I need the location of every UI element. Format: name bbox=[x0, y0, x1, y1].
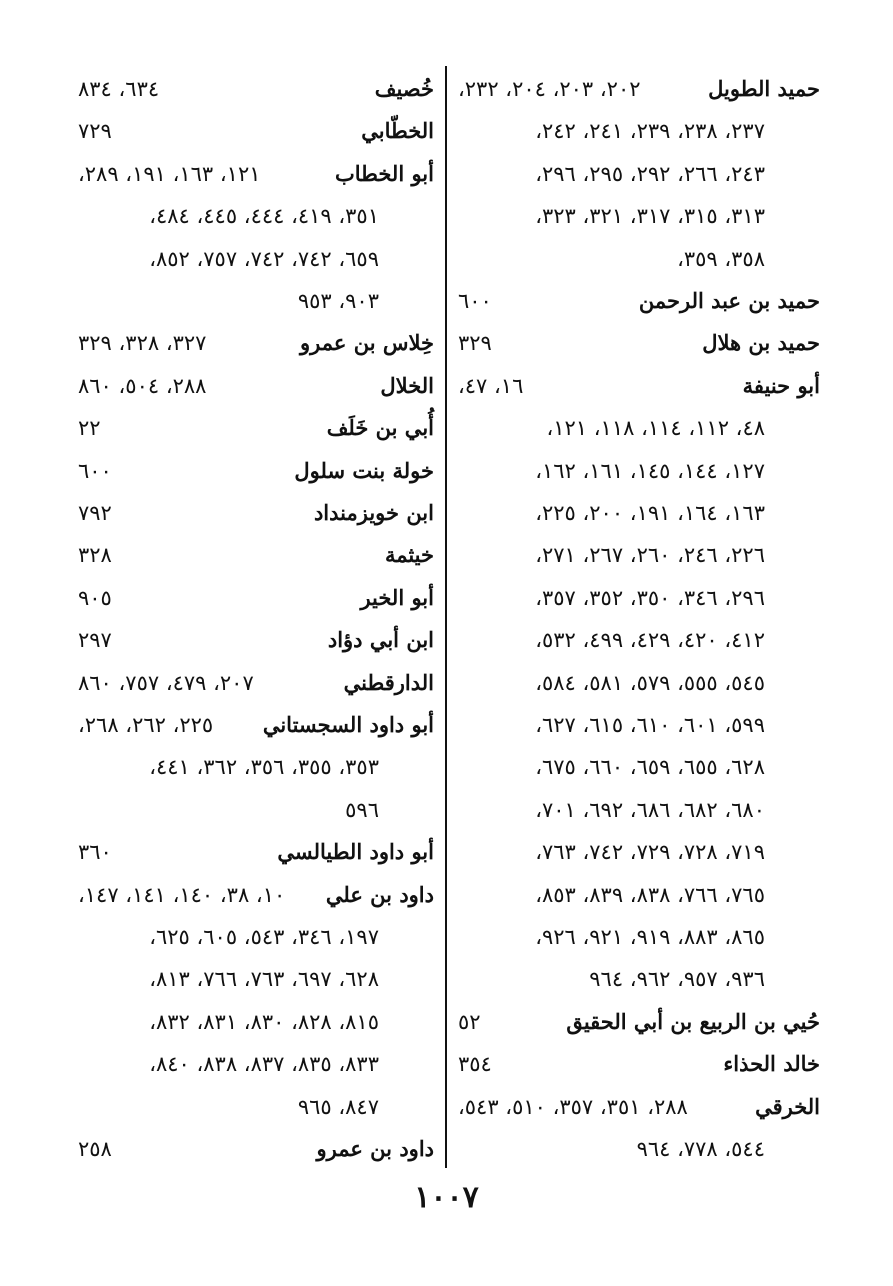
entry-name: خالد الحذاء bbox=[723, 1051, 820, 1077]
index-entry bbox=[458, 68, 820, 110]
entry-pages: ٩٠٣، ٩٥٣ bbox=[297, 289, 379, 313]
entry-pages: ٣٥٨، ٣٥٩، bbox=[677, 246, 765, 271]
index-entry bbox=[78, 365, 434, 407]
index-entry bbox=[78, 704, 434, 746]
entry-name: خُصيف bbox=[374, 76, 434, 101]
entry-name: الدارقطني bbox=[343, 669, 434, 695]
index-entry bbox=[458, 874, 820, 916]
entry-pages: ٥٩٦ bbox=[345, 797, 379, 822]
index-entry bbox=[458, 1043, 820, 1085]
index-entry bbox=[78, 450, 434, 492]
entry-pages: ٣٢٩ bbox=[458, 331, 492, 356]
entry-name: الخرقي bbox=[755, 1093, 820, 1119]
entry-name: أبو حنيفة bbox=[742, 372, 820, 398]
entry-pages: ٦٨٠، ٦٨٢، ٦٨٦، ٦٩٢، ٧٠١، bbox=[535, 797, 765, 822]
entry-pages: ٢٢٥، ٢٦٢، ٢٦٨، bbox=[78, 713, 214, 737]
entry-pages: ٣٥٣، ٣٥٥، ٣٥٦، ٣٦٢، ٤٤١، bbox=[149, 755, 379, 780]
index-entry bbox=[458, 619, 820, 661]
index-entry bbox=[78, 1128, 434, 1170]
index-entry bbox=[458, 407, 820, 449]
entry-pages: ٨٤٧، ٩٦٥ bbox=[297, 1094, 379, 1119]
entry-pages: ٢٥٨ bbox=[78, 1137, 112, 1161]
index-entry bbox=[78, 619, 434, 661]
entry-pages: ٥٤٤، ٧٧٨، ٩٦٤ bbox=[636, 1137, 765, 1161]
index-entry bbox=[458, 492, 820, 534]
entry-name: الخطّابي bbox=[361, 118, 434, 144]
index-entry bbox=[458, 153, 820, 195]
entry-name: حميد بن عبد الرحمن bbox=[638, 288, 820, 313]
entry-pages: ٢٩٧ bbox=[78, 628, 112, 653]
index-entry bbox=[78, 195, 434, 237]
entry-name: حميد الطويل bbox=[708, 76, 820, 101]
index-entry bbox=[458, 1001, 820, 1043]
index-entry bbox=[78, 958, 434, 1000]
entry-pages: ٣٥١، ٤١٩، ٤٤٤، ٤٤٥، ٤٨٤، bbox=[149, 204, 379, 229]
index-entry bbox=[78, 280, 434, 322]
entry-pages: ١٦، ٤٧، bbox=[458, 373, 524, 398]
index-entry bbox=[458, 704, 820, 746]
index-entry bbox=[78, 68, 434, 110]
index-entry bbox=[458, 789, 820, 831]
entry-pages: ٧٢٩ bbox=[78, 119, 112, 144]
entry-pages: ١٢١، ١٦٣، ١٩١، ٢٨٩، bbox=[78, 161, 261, 186]
entry-pages: ٣٦٠ bbox=[78, 840, 112, 865]
entry-pages: ١٩٧، ٣٤٦، ٥٤٣، ٦٠٥، ٦٢٥، bbox=[149, 925, 379, 949]
index-entry bbox=[78, 1043, 434, 1085]
index-entry bbox=[458, 238, 820, 280]
entry-pages: ٦٢٨، ٦٥٥، ٦٥٩، ٦٦٠، ٦٧٥، bbox=[535, 755, 765, 780]
entry-name: أبو الخطاب bbox=[334, 160, 434, 186]
entry-pages: ١٢٧، ١٤٤، ١٤٥، ١٦١، ١٦٢، bbox=[535, 458, 765, 483]
entry-name: أُبي بن خَلَف bbox=[326, 415, 434, 441]
index-entry bbox=[78, 916, 434, 958]
index-entry bbox=[458, 450, 820, 492]
entry-pages: ٦٠٠ bbox=[458, 289, 492, 313]
entry-pages: ٦٣٤، ٨٣٤ bbox=[78, 77, 160, 101]
index-entry bbox=[458, 831, 820, 873]
index-entry bbox=[458, 577, 820, 619]
entry-pages: ١٠، ٣٨، ١٤٠، ١٤١، ١٤٧، bbox=[78, 882, 286, 907]
entry-pages: ٣٢٧، ٣٢٨، ٣٢٩ bbox=[78, 331, 207, 356]
entry-pages: ٥٢ bbox=[458, 1009, 481, 1034]
entry-pages: ٢٣٧، ٢٣٨، ٢٣٩، ٢٤١، ٢٤٢، bbox=[535, 119, 765, 144]
entry-pages: ٩٠٥ bbox=[78, 585, 112, 610]
entry-pages: ٢٩٦، ٣٤٦، ٣٥٠، ٣٥٢، ٣٥٧، bbox=[535, 585, 765, 610]
index-entry bbox=[78, 238, 434, 280]
index-entry bbox=[458, 365, 820, 407]
entry-pages: ٣٢٨ bbox=[78, 543, 112, 568]
entry-pages: ٢٢ bbox=[78, 416, 101, 441]
entry-name: خِلاس بن عمرو bbox=[300, 330, 434, 356]
index-entry bbox=[458, 195, 820, 237]
entry-pages: ١٦٣، ١٦٤، ١٩١، ٢٠٠، ٢٢٥، bbox=[535, 501, 765, 525]
entry-pages: ٧١٩، ٧٢٨، ٧٢٩، ٧٤٢، ٧٦٣، bbox=[535, 840, 765, 865]
index-entry bbox=[78, 1001, 434, 1043]
entry-pages: ٤١٢، ٤٢٠، ٤٢٩، ٤٩٩، ٥٣٢، bbox=[535, 628, 765, 653]
entry-pages: ٨٣٣، ٨٣٥، ٨٣٧، ٨٣٨، ٨٤٠، bbox=[149, 1052, 379, 1077]
entry-pages: ٧٦٥، ٧٦٦، ٨٣٨، ٨٣٩، ٨٥٣، bbox=[535, 882, 765, 907]
index-entry bbox=[458, 534, 820, 576]
index-entry bbox=[458, 110, 820, 152]
index-entry bbox=[78, 662, 434, 704]
column-divider bbox=[445, 66, 447, 1168]
index-entry bbox=[78, 153, 434, 195]
entry-pages: ٢٨٨، ٥٠٤، ٨٦٠ bbox=[78, 373, 207, 398]
entry-pages: ٣٥٤ bbox=[458, 1052, 492, 1077]
index-entry bbox=[78, 789, 434, 831]
index-entry bbox=[78, 1086, 434, 1128]
index-entry bbox=[78, 874, 434, 916]
index-entry bbox=[78, 110, 434, 152]
entry-pages: ٢٠٢، ٢٠٣، ٢٠٤، ٢٣٢، bbox=[458, 77, 641, 101]
entry-pages: ٦٠٠ bbox=[78, 458, 112, 483]
entry-name: أبو داود الطيالسي bbox=[277, 839, 434, 865]
index-entry bbox=[78, 577, 434, 619]
index-entry bbox=[458, 322, 820, 364]
entry-name: ابن خويزمنداد bbox=[313, 500, 434, 525]
entry-name: أبو داود السجستاني bbox=[262, 712, 434, 737]
entry-name: خيثمة bbox=[384, 542, 434, 568]
entry-pages: ٤٨، ١١٢، ١١٤، ١١٨، ١٢١، bbox=[546, 416, 765, 441]
index-entry bbox=[78, 407, 434, 449]
entry-pages: ٨٦٥، ٨٨٣، ٩١٩، ٩٢١، ٩٢٦، bbox=[535, 925, 765, 949]
entry-name: حميد بن هلال bbox=[702, 330, 820, 356]
page-number: ١٠٠٧ bbox=[414, 1180, 479, 1215]
entry-pages: ٢٢٦، ٢٤٦، ٢٦٠، ٢٦٧، ٢٧١، bbox=[535, 543, 765, 568]
entry-pages: ٣١٣، ٣١٥، ٣١٧، ٣٢١، ٣٢٣، bbox=[535, 204, 765, 229]
index-entry bbox=[458, 746, 820, 788]
index-entry bbox=[458, 1128, 820, 1170]
index-entry bbox=[78, 831, 434, 873]
entry-pages: ٢٤٣، ٢٦٦، ٢٩٢، ٢٩٥، ٢٩٦، bbox=[535, 161, 765, 186]
entry-pages: ٦٢٨، ٦٩٧، ٧٦٣، ٧٦٦، ٨١٣، bbox=[149, 967, 379, 992]
entry-name: أبو الخير bbox=[360, 584, 434, 610]
index-entry bbox=[458, 916, 820, 958]
entry-name: ابن أبي دؤاد bbox=[327, 627, 434, 653]
entry-pages: ٨١٥، ٨٢٨، ٨٣٠، ٨٣١، ٨٣٢، bbox=[149, 1009, 379, 1034]
index-entry bbox=[78, 534, 434, 576]
index-entry bbox=[78, 492, 434, 534]
entry-pages: ٩٣٦، ٩٥٧، ٩٦٢، ٩٦٤ bbox=[589, 967, 765, 992]
entry-pages: ٢٠٧، ٤٧٩، ٧٥٧، ٨٦٠ bbox=[78, 670, 254, 695]
entry-pages: ٥٩٩، ٦٠١، ٦١٠، ٦١٥، ٦٢٧، bbox=[535, 713, 765, 737]
entry-name: خولة بنت سلول bbox=[294, 457, 434, 483]
entry-pages: ٢٨٨، ٣٥١، ٣٥٧، ٥١٠، ٥٤٣، bbox=[458, 1094, 688, 1119]
entry-pages: ٦٥٩، ٧٤٢، ٧٤٢، ٧٥٧، ٨٥٢، bbox=[149, 246, 379, 271]
index-entry bbox=[78, 322, 434, 364]
entry-name: داود بن علي bbox=[325, 881, 434, 907]
entry-pages: ٥٤٥، ٥٥٥، ٥٧٩، ٥٨١، ٥٨٤، bbox=[535, 670, 765, 695]
index-entry bbox=[458, 1086, 820, 1128]
index-entry bbox=[458, 280, 820, 322]
index-entry bbox=[78, 746, 434, 788]
entry-pages: ٧٩٢ bbox=[78, 501, 112, 525]
entry-name: داود بن عمرو bbox=[316, 1136, 434, 1161]
entry-name: حُيي بن الربيع بن أبي الحقيق bbox=[566, 1008, 820, 1034]
index-entry bbox=[458, 958, 820, 1000]
index-entry bbox=[458, 662, 820, 704]
entry-name: الخلال bbox=[380, 372, 434, 398]
